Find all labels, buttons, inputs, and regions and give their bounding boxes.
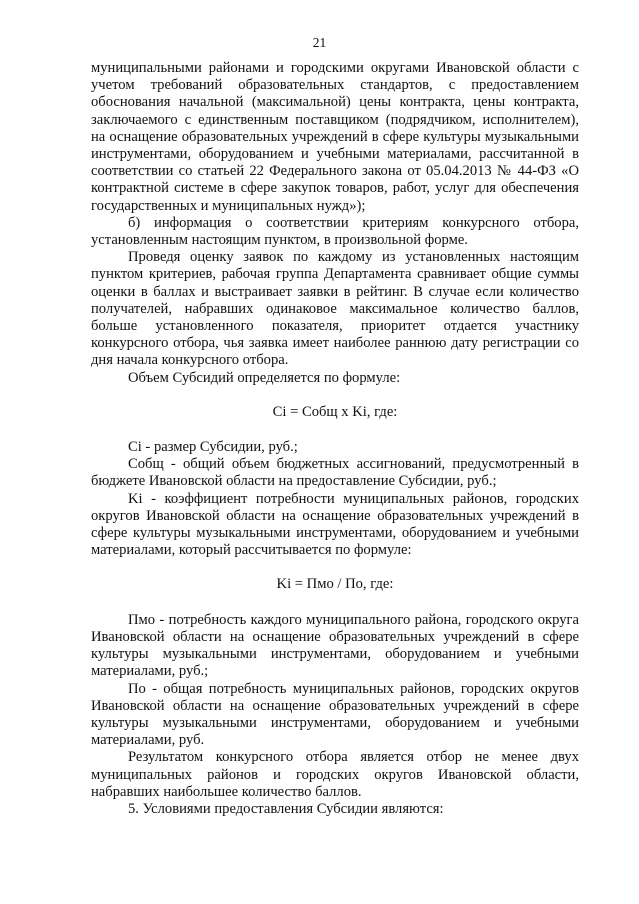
definition-ki: Ki - коэффициент потребности муниципальных районов, городских округов Ивановской области на оснащение образовательных учреждений в сфере культуры музыкальными инструментами, оборудованием и учебными материалами, который рассчитывается по формуле: (91, 490, 579, 559)
definition-po: По - общая потребность муниципальных районов, городских округов Ивановской области на оснащение образовательных учреждений в сфере культуры музыкальными инструментами, оборудованием и учебными материалами, руб. (91, 680, 579, 749)
formula-coefficient: Ki = Пмо / По, где: (276, 576, 394, 593)
definition-pmo: Пмо - потребность каждого муниципального района, городского округа Ивановской области на оснащение образовательных учреждений в сфере культуры музыкальными инструментами, оборудованием и учебными материалами, руб.; (91, 611, 579, 680)
paragraph-formula-intro: Объем Субсидий определяется по формуле: (128, 369, 401, 386)
paragraph-rating: Проведя оценку заявок по каждому из установленных настоящим пунктом критериев, рабочая группа Департамента сравнивает общие суммы оценки в баллах и выстраивает заявки в рейтинг. В случае если количество получателей, набравших одинаковое максимальное количество баллов, больше установленного показателя, приоритет отдается участнику конкурсного отбора, чья заявка имеет наиболее раннюю дату регистрации со дня начала конкурсного отбора. (91, 249, 579, 369)
document-body (91, 60, 579, 818)
formula-subsidy: Ci = Cобщ x Ki, где: (272, 403, 398, 420)
paragraph-conditions: 5. Условиями предоставления Субсидии являются: (128, 800, 444, 817)
definition-ci: Ci - размер Субсидии, руб.; (128, 439, 298, 456)
paragraph-item-b: б) информация о соответствии критериям конкурсного отбора, установленным настоящим пунктом, в произвольной форме. (91, 214, 579, 249)
paragraph-result: Результатом конкурсного отбора является отбор не менее двух муниципальных районов и городских округов Ивановской области, набравших наибольшее количество баллов. (91, 749, 579, 800)
page-number: 21 (312, 35, 327, 50)
definition-cobsh: Cобщ - общий объем бюджетных ассигнований, предусмотренный в бюджете Ивановской области на предоставление Субсидии, руб.; (91, 456, 579, 490)
paragraph-continuation: муниципальными районами и городскими округами Ивановской области с учетом требований образовательных стандартов, с предоставлением обоснования начальной (максимальной) цены контракта, цены контракта, заключаемого с единственным поставщиком (подрядчиком, исполнителем), на оснащение образовательных учреждений в сфере культуры музыкальными инструментами, оборудованием и учебными материалами, рассчитанной в соответствии со статьей 22 Федерального закона от 05.04.2013 № 44-ФЗ «О контрактной системе в сфере закупок товаров, работ, услуг для обеспечения государственных и муниципальных нужд»); (91, 60, 579, 214)
